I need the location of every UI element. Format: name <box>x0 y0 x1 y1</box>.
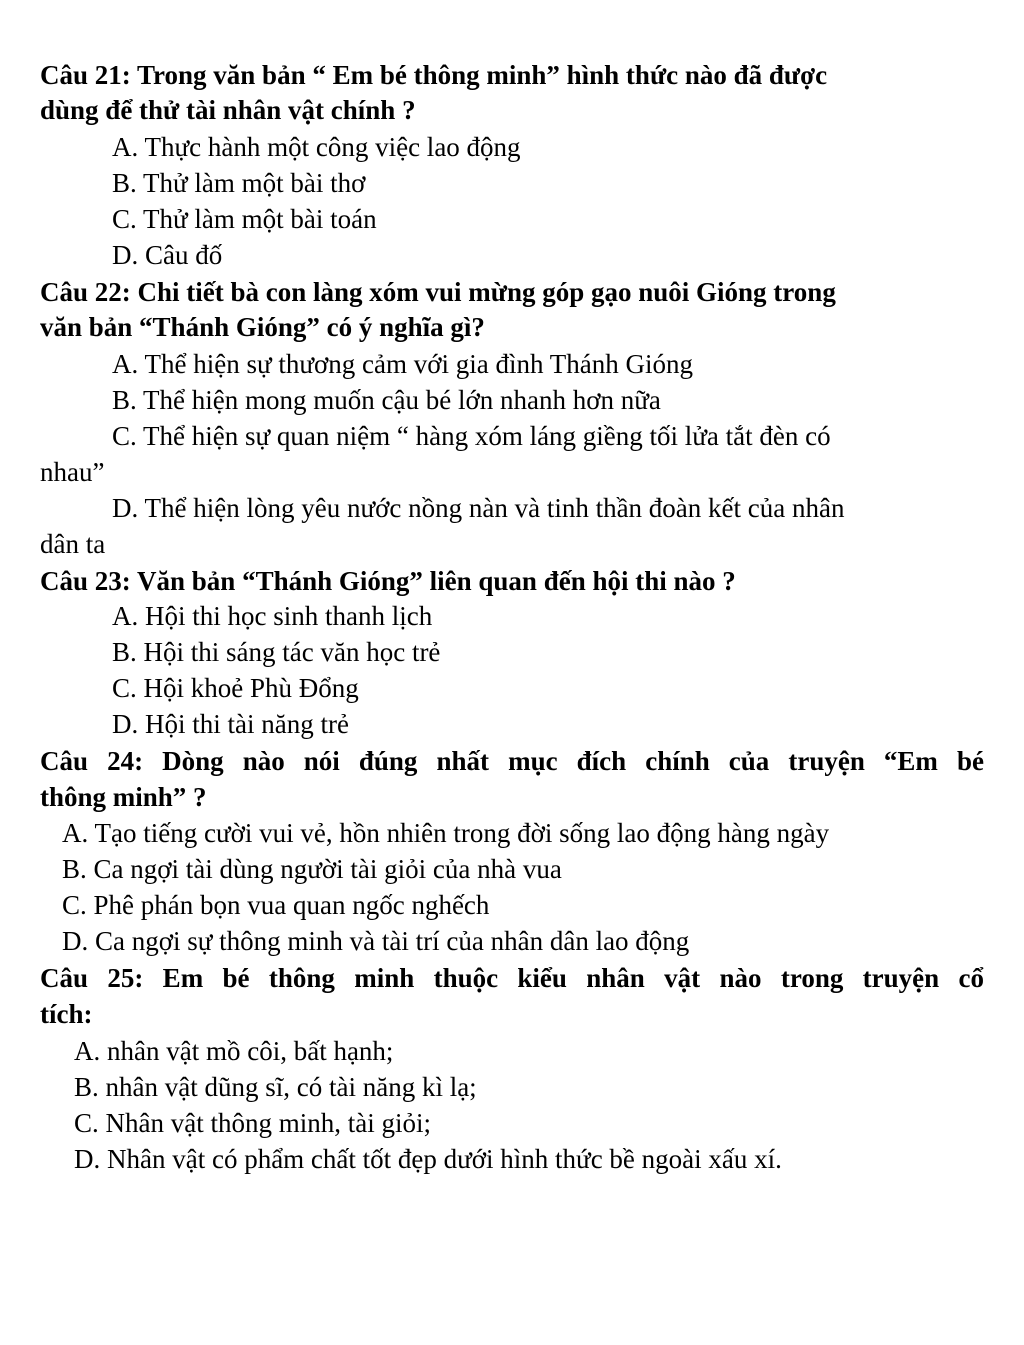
question-22-title-line-1: Câu 22: Chi tiết bà con làng xóm vui mừng góp gạo nuôi Gióng trong <box>40 277 836 307</box>
question-25-title-line-2: tích: <box>40 999 93 1029</box>
question-25-option-d: D. Nhân vật có phẩm chất tốt đẹp dưới hình thức bề ngoài xấu xí. <box>74 1144 782 1174</box>
question-22-option-c: C. Thể hiện sự quan niệm “ hàng xóm láng giềng tối lửa tắt đèn có <box>112 421 831 451</box>
question-21-option-d: D. Câu đố <box>112 240 223 270</box>
question-25-title-line-1: Câu 25: Em bé thông minh thuộc kiểu nhân vật nào trong truyện cổ <box>40 963 984 993</box>
question-24-option-a: A. Tạo tiếng cười vui vẻ, hồn nhiên trong đời sống lao động hàng ngày <box>62 818 830 848</box>
question-22-option-b: B. Thể hiện mong muốn cậu bé lớn nhanh hơn nữa <box>112 385 661 415</box>
question-22-option-c-continued: nhau” <box>40 457 105 487</box>
question-21-title-line-2: dùng để thử tài nhân vật chính ? <box>40 95 416 125</box>
question-25-option-a: A. nhân vật mồ côi, bất hạnh; <box>74 1036 394 1066</box>
question-24-title-line-1: Câu 24: Dòng nào nói đúng nhất mục đích chính của truyện “Em bé <box>40 746 984 776</box>
question-23-option-c: C. Hội khoẻ Phù Đổng <box>112 673 359 703</box>
question-25-option-c: C. Nhân vật thông minh, tài giỏi; <box>74 1108 431 1138</box>
question-23-option-a: A. Hội thi học sinh thanh lịch <box>112 601 433 631</box>
question-22-option-d: D. Thể hiện lòng yêu nước nồng nàn và tinh thần đoàn kết của nhân <box>112 493 845 523</box>
question-24-option-b: B. Ca ngợi tài dùng người tài giỏi của nhà vua <box>62 854 562 884</box>
question-22-option-a: A. Thể hiện sự thương cảm với gia đình Thánh Gióng <box>112 349 694 379</box>
question-23-option-b: B. Hội thi sáng tác văn học trẻ <box>112 637 441 667</box>
question-21-option-c: C. Thử làm một bài toán <box>112 204 377 234</box>
question-22-title-line-2: văn bản “Thánh Gióng” có ý nghĩa gì? <box>40 312 485 342</box>
question-24-option-c: C. Phê phán bọn vua quan ngốc nghếch <box>62 890 490 920</box>
question-22-option-d-continued: dân ta <box>40 529 106 559</box>
question-25-option-b: B. nhân vật dũng sĩ, có tài năng kì lạ; <box>74 1072 477 1102</box>
question-24-title-line-2: thông minh” ? <box>40 782 207 812</box>
question-24-option-d: D. Ca ngợi sự thông minh và tài trí của nhân dân lao động <box>62 926 690 956</box>
question-21-option-b: B. Thử làm một bài thơ <box>112 168 366 198</box>
question-21-option-a: A. Thực hành một công việc lao động <box>112 132 521 162</box>
question-21-title-line-1: Câu 21: Trong văn bản “ Em bé thông minh” hình thức nào đã được <box>40 60 828 90</box>
question-23-title-line-1: Câu 23: Văn bản “Thánh Gióng” liên quan đến hội thi nào ? <box>40 566 736 596</box>
question-23-option-d: D. Hội thi tài năng trẻ <box>112 709 349 739</box>
